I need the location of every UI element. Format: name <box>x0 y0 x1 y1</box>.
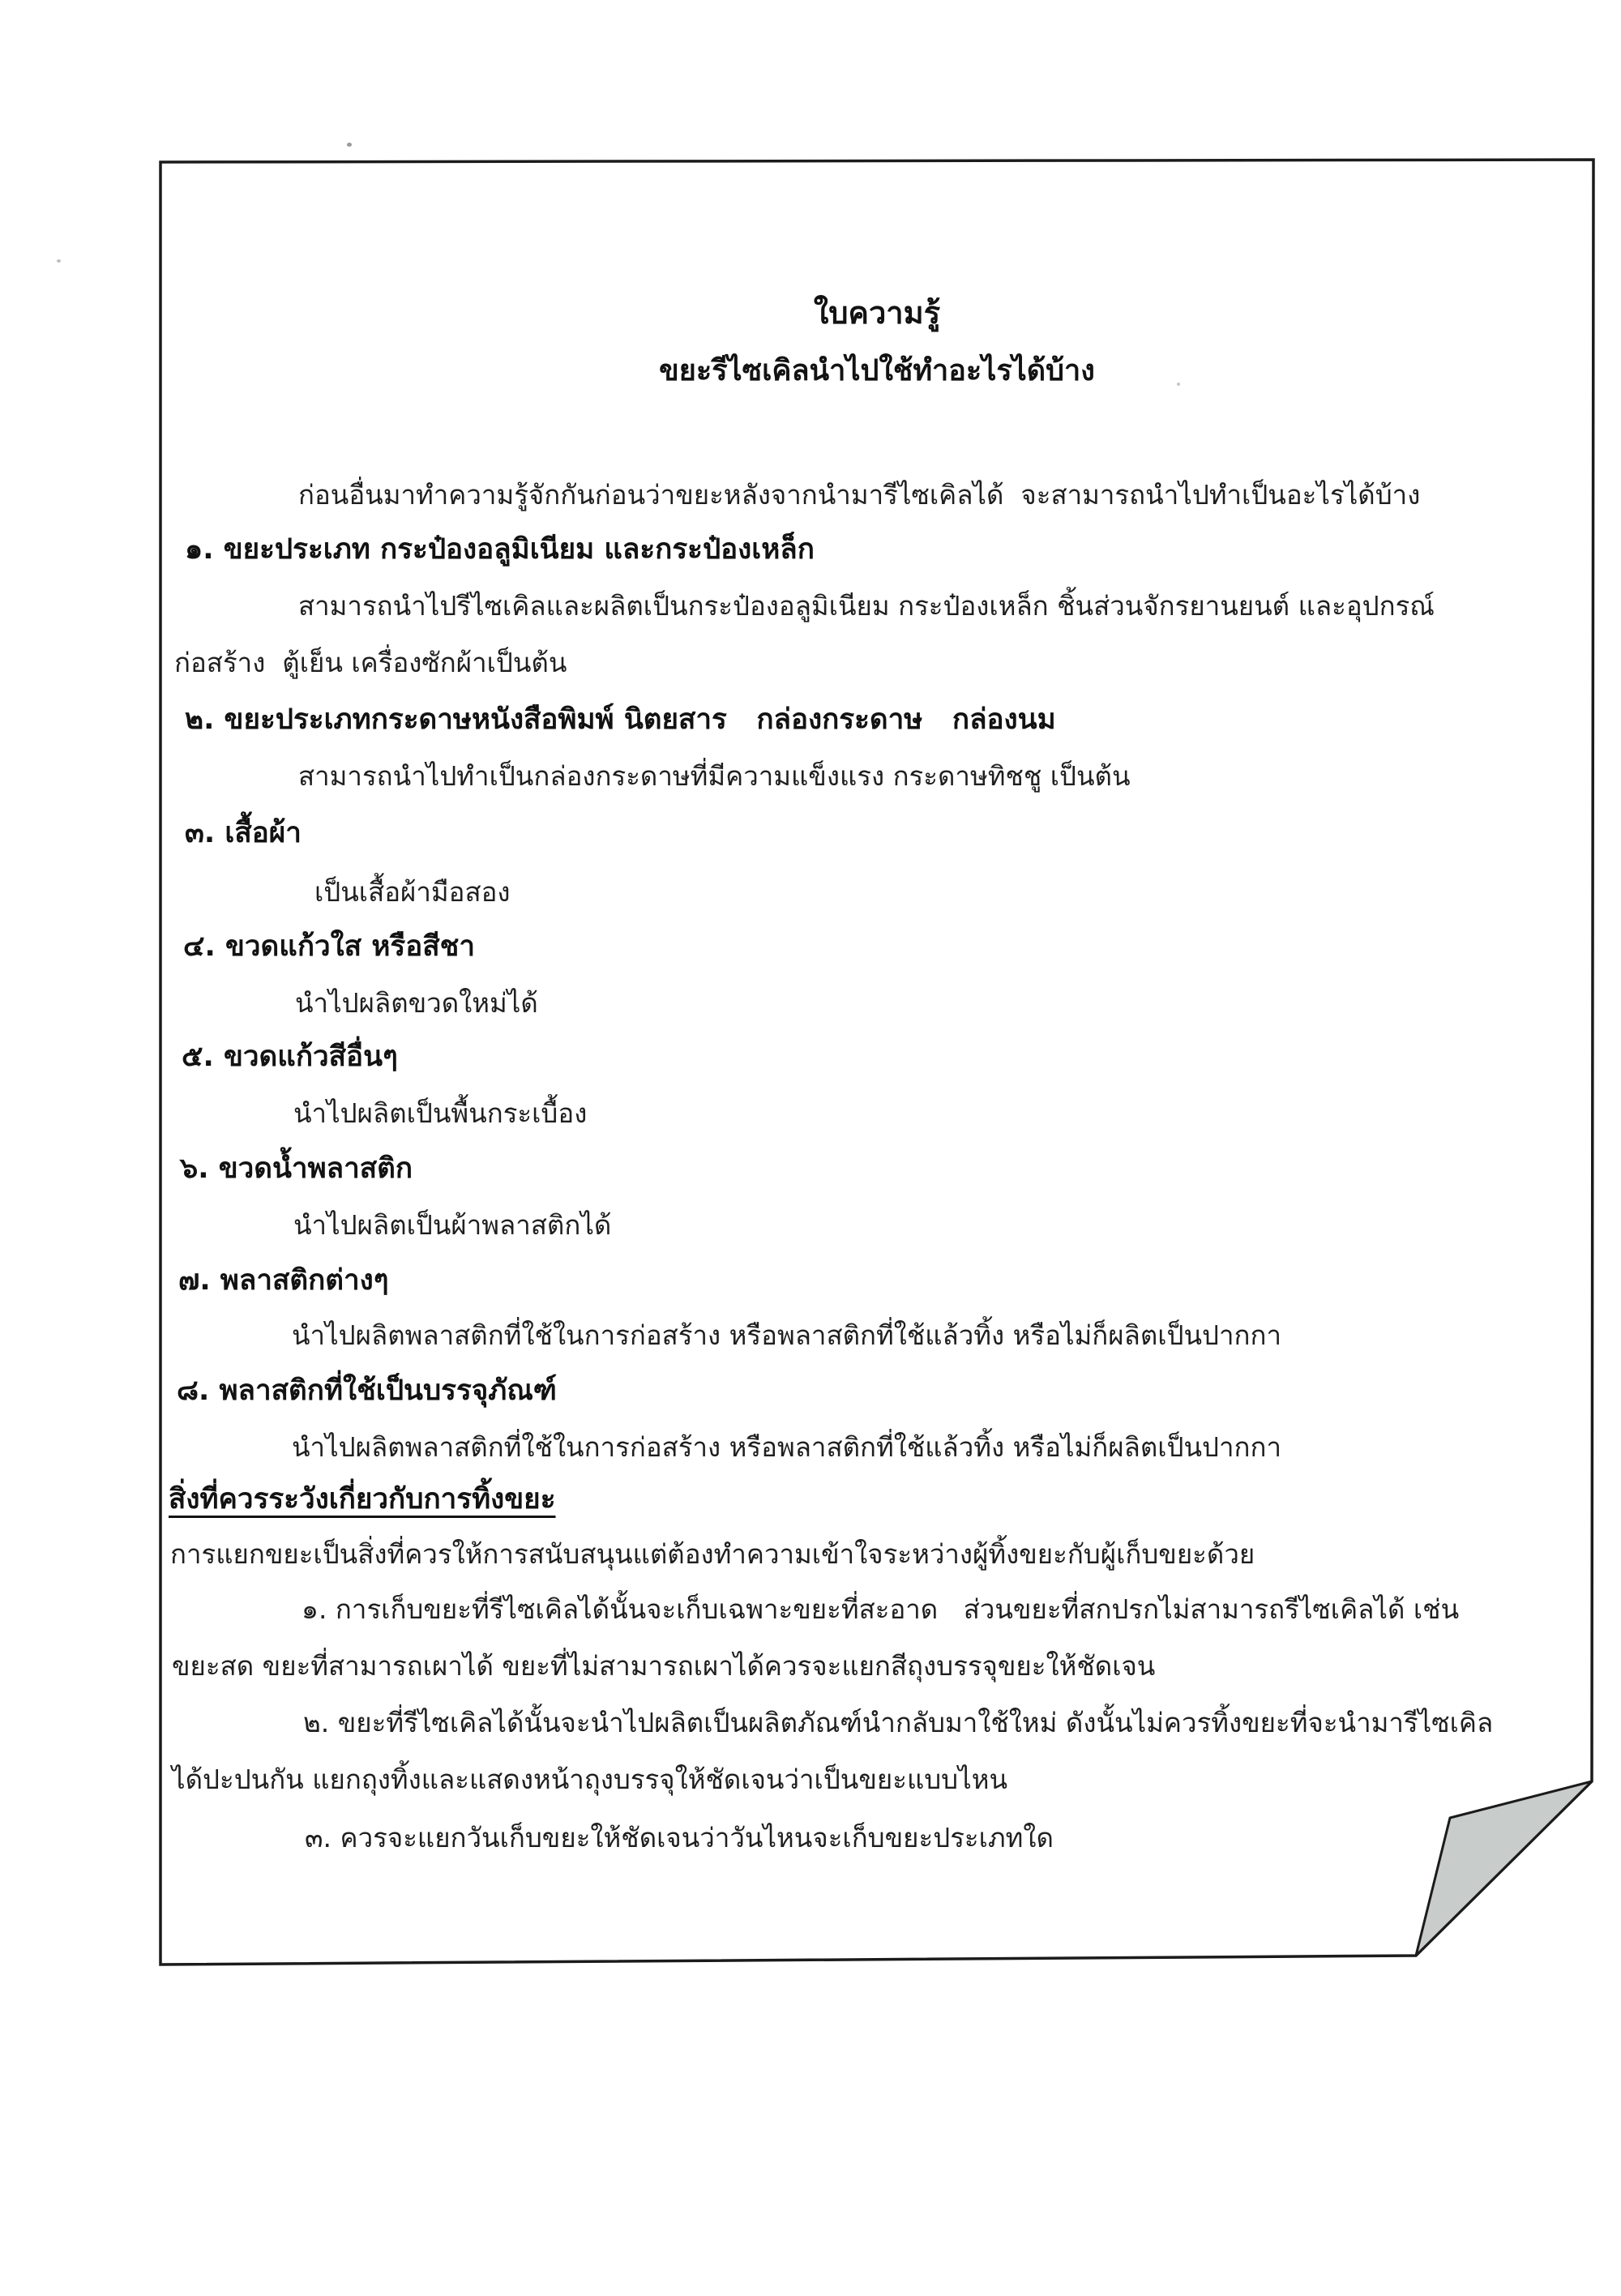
item-5-heading: ๕. ขวดแก้วสีอื่นๆ <box>182 1041 398 1073</box>
item-6-description-line-1: นำไปผลิตเป็นผ้าพลาสติกได้ <box>293 1209 612 1241</box>
caution-point-1-line-1: ๑. การเก็บขยะที่รีไซเคิลได้นั้นจะเก็บเฉพาะขยะที่สะอาด ส่วนขยะที่สกปรกไม่สามารถรีไซเคิลได้ เช่น <box>302 1593 1460 1625</box>
folded-corner <box>1416 1781 1592 1956</box>
item-3-heading: ๓. เสื้อผ้า <box>185 817 302 849</box>
item-3-description-line-1: เป็นเสื้อผ้ามือสอง <box>314 876 511 908</box>
item-7-description-line-1: นำไปผลิตพลาสติกที่ใช้ในการก่อสร้าง หรือพลาสติกที่ใช้แล้วทิ้ง หรือไม่ก็ผลิตเป็นปากกา <box>292 1319 1282 1351</box>
item-8-description-line-1: นำไปผลิตพลาสติกที่ใช้ในการก่อสร้าง หรือพลาสติกที่ใช้แล้วทิ้ง หรือไม่ก็ผลิตเป็นปากกา <box>292 1431 1282 1463</box>
caution-point-3-line-1: ๓. ควรจะแยกวันเก็บขยะให้ชัดเจนว่าวันไหนจะเก็บขยะประเภทใด <box>305 1822 1054 1853</box>
caution-point-2-line-1: ๒. ขยะที่รีไซเคิลได้นั้นจะนำไปผลิตเป็นผลิตภัณฑ์นำกลับมาใช้ใหม่ ดังนั้นไม่ควรทิ้งขยะที่จะนำมารีไซเคิล <box>303 1707 1494 1738</box>
item-1-description-line-1: สามารถนำไปรีไซเคิลและผลิตเป็นกระป๋องอลูมิเนียม กระป๋องเหล็ก ชิ้นส่วนจักรยานยนต์ และอุปกรณ์ <box>298 590 1435 622</box>
item-4-heading: ๔. ขวดแก้วใส หรือสีชา <box>183 930 475 963</box>
item-7-heading: ๗. พลาสติกต่างๆ <box>178 1264 389 1297</box>
item-6-heading: ๖. ขวดน้ำพลาสติก <box>180 1152 413 1185</box>
caution-point-2-line-2: ได้ปะปนกัน แยกถุงทิ้งและแสดงหน้าถุงบรรจุให้ชัดเจนว่าเป็นขยะแบบไหน <box>172 1764 1008 1795</box>
caution-point-1-line-2: ขยะสด ขยะที่สามารถเผาได้ ขยะที่ไม่สามารถเผาได้ควรจะแยกสีถุงบรรจุขยะให้ชัดเจน <box>172 1650 1156 1682</box>
item-1-heading: ๑. ขยะประเภท กระป๋องอลูมิเนียม และกระป๋องเหล็ก <box>185 533 815 566</box>
item-5-description-line-1: นำไปผลิตเป็นพื้นกระเบื้อง <box>293 1097 588 1129</box>
item-1-description-line-2: ก่อสร้าง ตู้เย็น เครื่องซักผ้าเป็นต้น <box>174 647 567 678</box>
document-title: ใบความรู้ <box>813 295 941 331</box>
item-4-description-line-1: นำไปผลิตขวดใหม่ได้ <box>295 987 538 1019</box>
item-2-description-line-1: สามารถนำไปทำเป็นกล่องกระดาษที่มีความแข็งแรง กระดาษทิชชู เป็นต้น <box>298 760 1131 792</box>
caution-heading: สิ่งที่ควรระวังเกี่ยวกับการทิ้งขยะ <box>169 1483 556 1516</box>
item-2-heading: ๒. ขยะประเภทกระดาษหนังสือพิมพ์ นิตยสาร กล่องกระดาษ กล่องนม <box>185 703 1056 736</box>
item-8-heading: ๘. พลาสติกที่ใช้เป็นบรรจุภัณฑ์ <box>177 1375 557 1407</box>
intro-paragraph: ก่อนอื่นมาทำความรู้จักกันก่อนว่าขยะหลังจากนำมารีไซเคิลได้ จะสามารถนำไปทำเป็นอะไรได้บ้าง <box>298 479 1421 511</box>
caution-intro: การแยกขยะเป็นสิ่งที่ควรให้การสนับสนุนแต่ต้องทำความเข้าใจระหว่างผู้ทิ้งขยะกับผู้เก็บขยะด้วย <box>170 1538 1255 1570</box>
document-subtitle: ขยะรีไซเคิลนำไปใช้ทำอะไรได้บ้าง <box>659 354 1095 387</box>
